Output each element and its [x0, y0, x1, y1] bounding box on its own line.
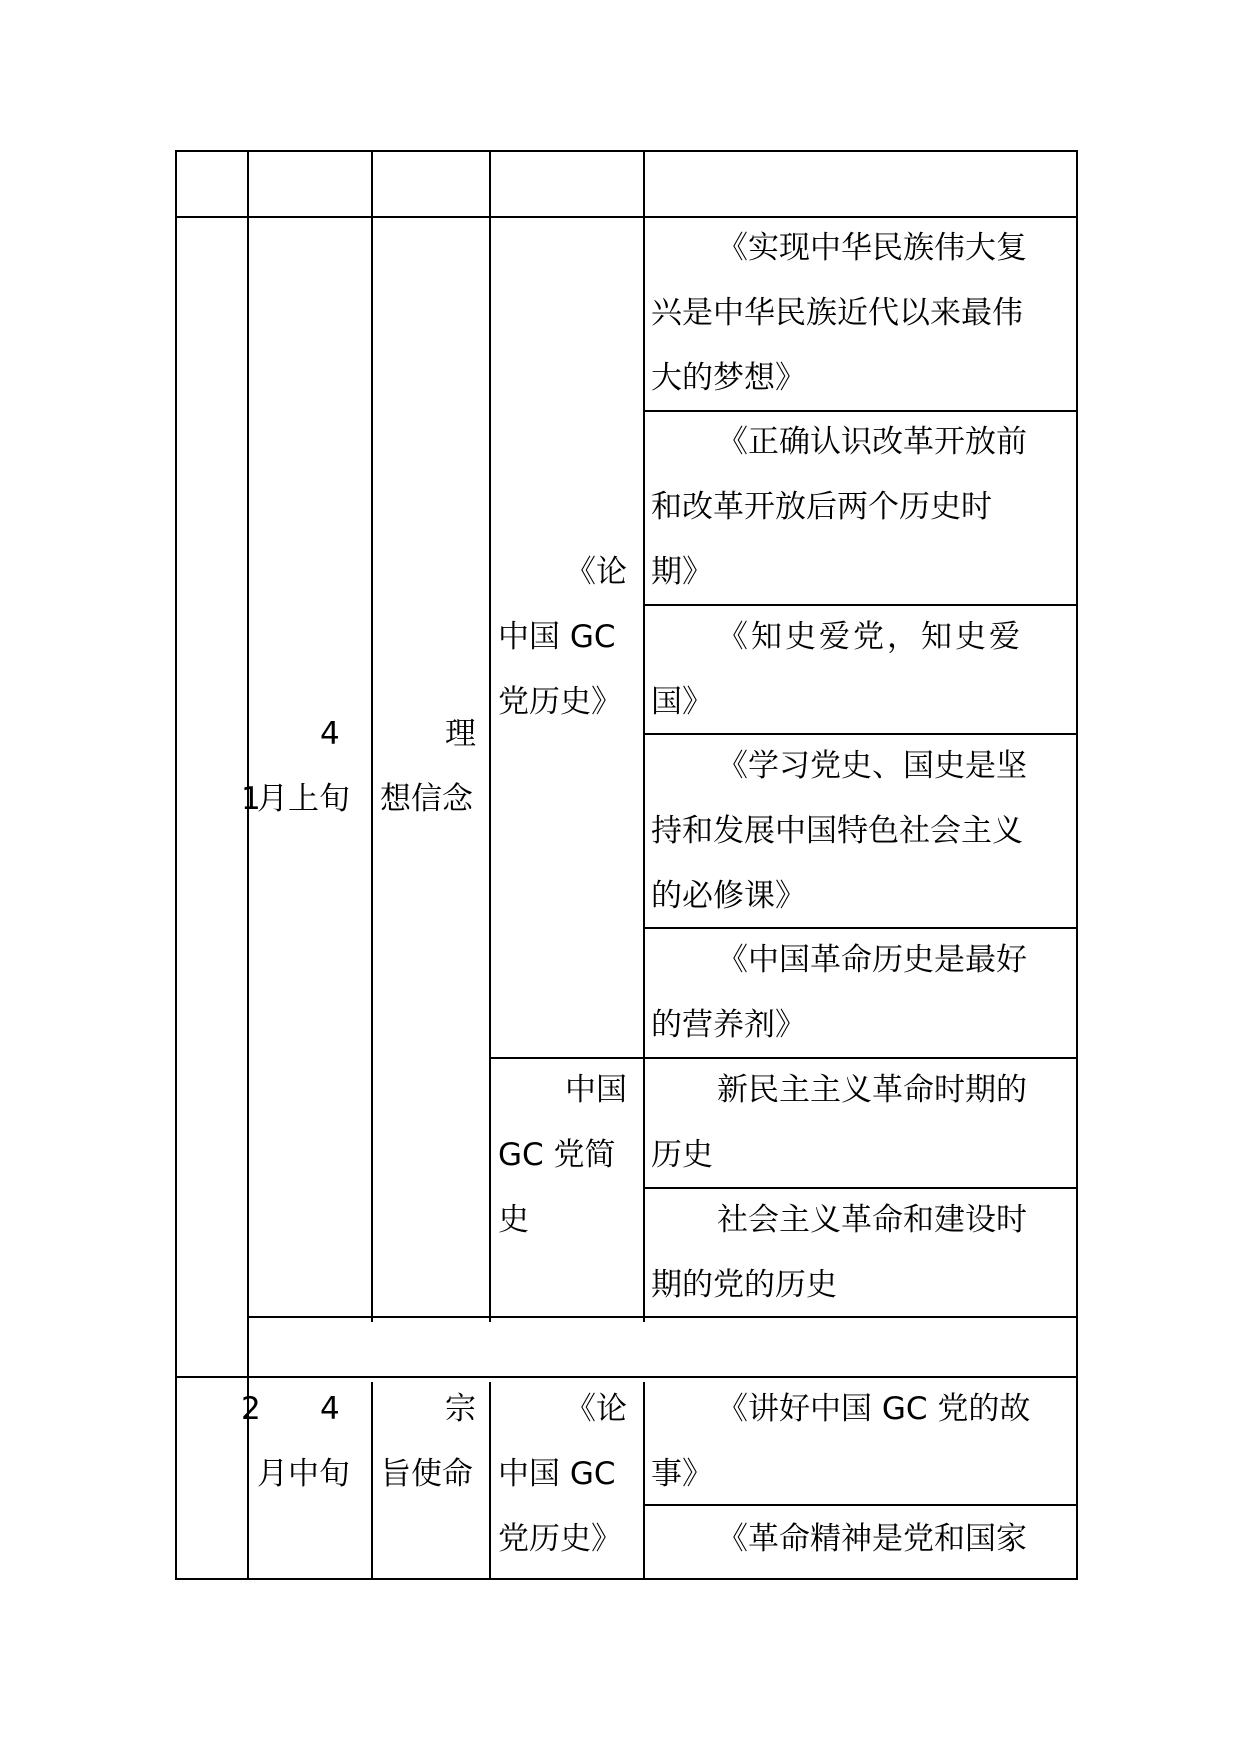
- chapter-text: 《实现中华民族伟大复: [717, 230, 1027, 266]
- theme-first-char: 理: [445, 716, 476, 752]
- book-title: 党历史》: [498, 684, 622, 720]
- chapter-cell: [651, 734, 1061, 929]
- chapter-text: 《中国革命历史是最好: [717, 942, 1027, 978]
- book-title: 史: [498, 1202, 529, 1238]
- chapter-cell: [651, 1377, 1061, 1507]
- chapter-cell: [651, 605, 1061, 735]
- chapter-text: 国》: [651, 684, 713, 720]
- row-index: 1: [241, 781, 261, 817]
- theme-label: 想信念: [380, 781, 473, 817]
- chapter-cell: [651, 1507, 1061, 1572]
- chapter-text: 期的党的历史: [651, 1267, 837, 1303]
- chapter-text: 历史: [651, 1137, 713, 1173]
- chapter-text: 的营养剂》: [651, 1007, 806, 1043]
- time-label: 月中旬: [257, 1456, 350, 1492]
- book-title: 中国: [565, 1072, 627, 1108]
- chapter-text: 《知史爱党，知史爱: [717, 619, 1023, 655]
- col-divider: [371, 1382, 373, 1580]
- book-title: GC 党简: [498, 1137, 616, 1173]
- book-title: 中国 GC: [498, 1456, 616, 1492]
- chapter-text: 的必修课》: [651, 878, 806, 914]
- chapter-text: 和改革开放后两个历史时: [651, 489, 992, 525]
- col-divider: [247, 150, 249, 1580]
- theme-first-char: 宗: [445, 1391, 476, 1427]
- time-label: 月上旬: [257, 781, 350, 817]
- time-number: 4: [320, 716, 340, 752]
- chapter-text: 《讲好中国 GC 党的故: [717, 1391, 1031, 1427]
- chapter-text: 持和发展中国特色社会主义: [651, 813, 1023, 849]
- table-border-top: [175, 150, 1077, 152]
- row-index: 2: [241, 1391, 261, 1427]
- chapter-text: 《学习党史、国史是坚: [717, 748, 1027, 784]
- chapter-text: 《正确认识改革开放前: [717, 424, 1027, 460]
- col-divider: [643, 1382, 645, 1580]
- book-title: 《论: [565, 554, 627, 590]
- table-border-right: [1076, 150, 1078, 1580]
- chapter-text: 事》: [651, 1456, 713, 1492]
- chapter-cell: [651, 410, 1061, 605]
- col-divider: [643, 150, 645, 1322]
- book-title: 《论: [565, 1391, 627, 1427]
- table-border-bottom: [175, 1578, 1077, 1580]
- chapter-cell: [651, 928, 1061, 1058]
- chapter-text: 《革命精神是党和国家: [717, 1521, 1027, 1557]
- book-title: 中国 GC: [498, 619, 616, 655]
- chapter-text: 社会主义革命和建设时: [717, 1202, 1027, 1238]
- col-divider: [489, 1382, 491, 1580]
- chapter-text: 期》: [651, 554, 713, 590]
- chapter-text: 兴是中华民族近代以来最伟: [651, 295, 1023, 331]
- chapter-cell: [651, 1188, 1061, 1318]
- theme-label: 旨使命: [380, 1456, 473, 1492]
- chapter-text: 新民主主义革命时期的: [717, 1072, 1027, 1108]
- table-border-left: [175, 150, 177, 1580]
- book-title: 党历史》: [498, 1521, 622, 1557]
- chapter-cell: [651, 216, 1061, 411]
- chapter-cell: [651, 1058, 1061, 1188]
- col-divider: [489, 150, 491, 1322]
- col-divider: [371, 150, 373, 1322]
- chapter-text: 大的梦想》: [651, 360, 806, 396]
- time-number: 4: [320, 1391, 340, 1427]
